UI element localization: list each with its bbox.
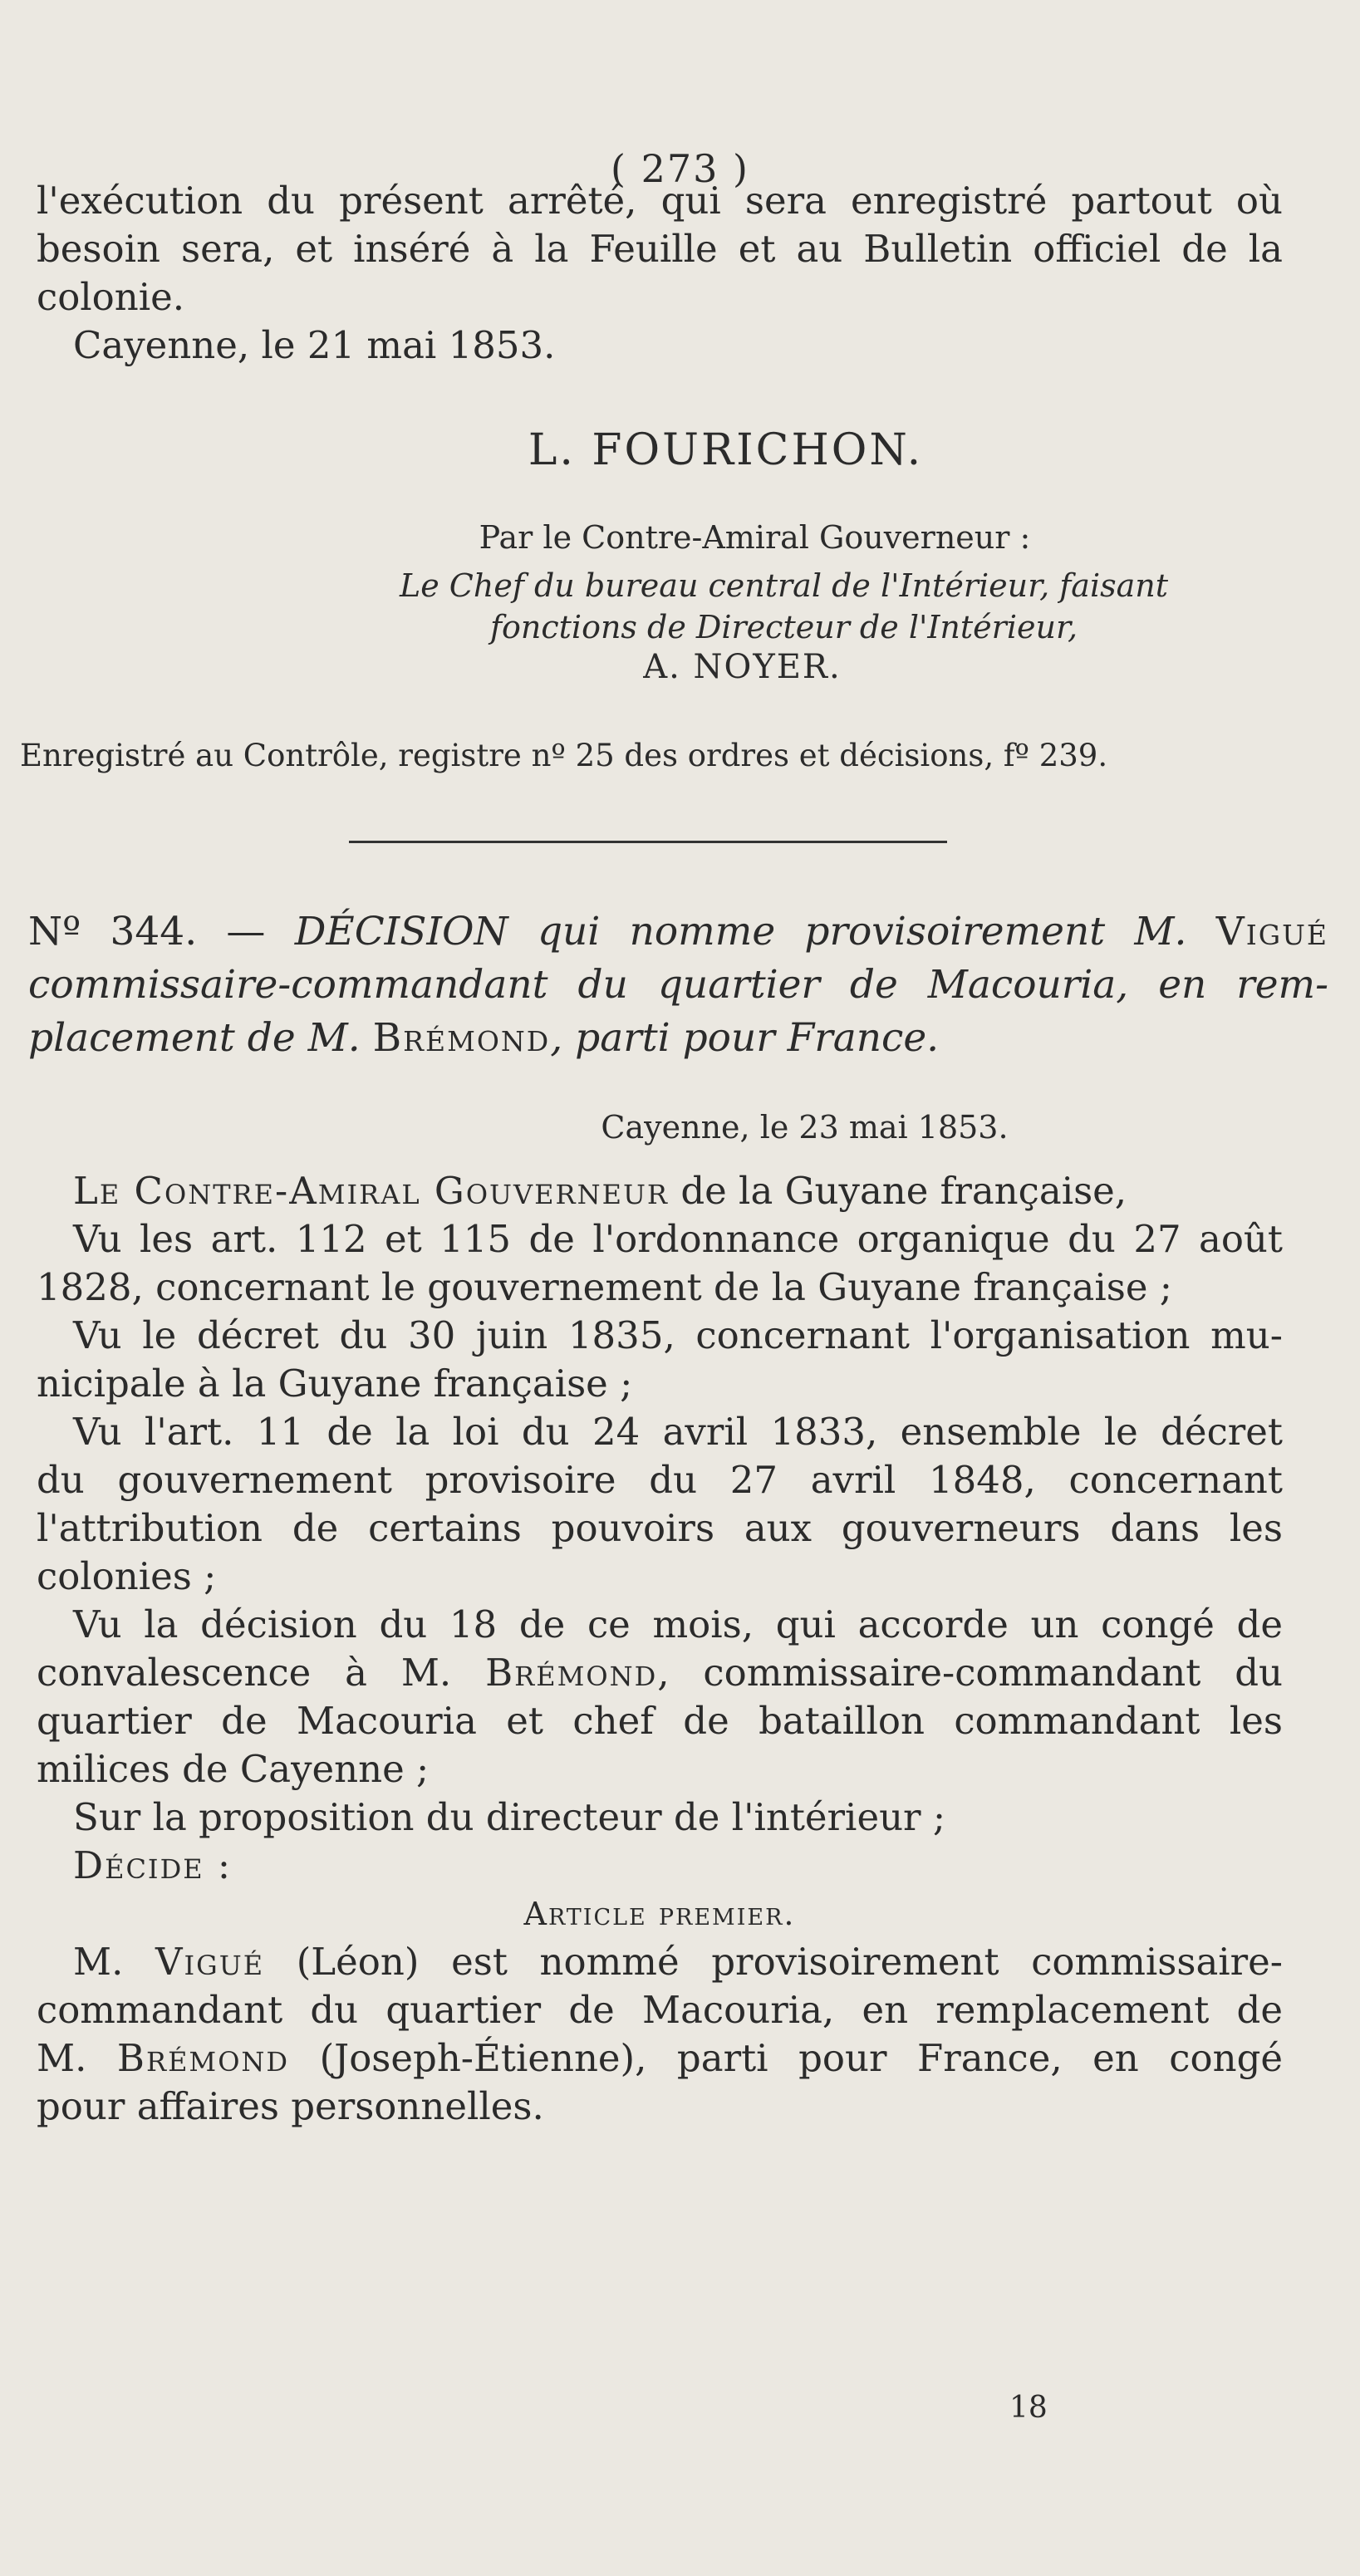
body-line: colonies ; — [37, 1554, 217, 1598]
body-line — [37, 2034, 1283, 2083]
chef-line: Le Chef du bureau central de l'Intérieur, faisant — [399, 567, 1169, 604]
intro-line: l'exécution du présent arrêté, qui sera enregistré partout où — [37, 179, 1283, 223]
decision-number: Nº 344. — — [28, 909, 295, 954]
intro-paragraph — [37, 177, 1283, 370]
place-date: Cayenne, le 21 mai 1853. — [73, 323, 556, 367]
body-line: commandant du quartier de Macouria, en remplacement de — [37, 1988, 1283, 2032]
body-line: Décide : — [73, 1843, 233, 1887]
body-text: , commissaire-commandant du — [657, 1651, 1283, 1695]
body-text: (Léon) est nommé provisoirement commissaire- — [264, 1940, 1284, 1984]
body-line — [37, 1167, 1283, 1215]
body-line: milices de Cayenne ; — [37, 1747, 430, 1791]
signature-mark: 18 — [1009, 2391, 1048, 2425]
body-line: du gouvernement provisoire du 27 avril 1848, concernant — [37, 1458, 1283, 1502]
title-text: , parti pour France. — [550, 1015, 940, 1061]
body-text: (Joseph-Étienne), parti pour France, en congé — [289, 2036, 1284, 2080]
title-line — [28, 1012, 1328, 1065]
person-name: Vigué — [1215, 909, 1328, 954]
page-number: ( 273 ) — [611, 146, 749, 191]
title-text: placement de M. — [28, 1015, 373, 1061]
body-text: de la Guyane française, — [669, 1169, 1127, 1213]
body-line: pour affaires personnelles. — [37, 2084, 544, 2128]
body-line: quartier de Macouria et chef de bataillon commandant les — [37, 1699, 1283, 1743]
body-line: Vu la décision du 18 de ce mois, qui accorde un congé de — [73, 1602, 1283, 1646]
authority-name: Le Contre-Amiral Gouverneur — [73, 1169, 670, 1213]
article-heading: Article premier. — [523, 1896, 796, 1932]
decision-body — [37, 1167, 1283, 2131]
chef-title — [0, 565, 1360, 648]
registration-note: Enregistré au Contrôle, registre nº 25 des ordres et décisions, fº 239. — [20, 738, 1108, 773]
body-line: Sur la proposition du directeur de l'intérieur ; — [73, 1795, 946, 1839]
body-text: convalescence à M. — [37, 1651, 486, 1695]
body-text: M. — [73, 1940, 156, 1984]
person-name: Vigué — [155, 1940, 265, 1984]
signatory: L. FOURICHON. — [528, 425, 924, 475]
by-line: Par le Contre-Amiral Gouverneur : — [479, 519, 1031, 556]
person-name: Brémond — [372, 1015, 551, 1061]
body-line — [37, 1938, 1283, 1986]
title-text: qui nomme provisoirement M. — [508, 909, 1216, 954]
intro-line: colonie. — [37, 275, 185, 319]
person-name: Brémond — [485, 1651, 658, 1695]
body-line — [37, 1649, 1283, 1697]
body-line: Vu l'art. 11 de la loi du 24 avril 1833, ensemble le décret — [73, 1410, 1283, 1454]
decision-word: DÉCISION — [294, 909, 508, 954]
body-line: l'attribution de certains pouvoirs aux gouverneurs dans les — [37, 1506, 1283, 1550]
place-date: Cayenne, le 23 mai 1853. — [601, 1109, 1009, 1146]
section-divider — [349, 841, 947, 843]
person-name: Brémond — [116, 2036, 290, 2080]
body-line: 1828, concernant le gouvernement de la Guyane française ; — [37, 1265, 1172, 1309]
title-line: commissaire-commandant du quartier de Macouria, en rem- — [28, 962, 1328, 1008]
decision-title — [28, 905, 1328, 1065]
intro-line: besoin sera, et inséré à la Feuille et au Bulletin officiel de la — [37, 227, 1283, 271]
countersignature: A. NOYER. — [643, 648, 842, 686]
title-line — [28, 905, 1328, 959]
body-line: nicipale à la Guyane française ; — [37, 1362, 633, 1406]
chef-line: fonctions de Directeur de l'Intérieur, — [489, 609, 1078, 645]
body-line: Vu le décret du 30 juin 1835, concernant l'organisation mu- — [73, 1313, 1283, 1357]
body-line: Vu les art. 112 et 115 de l'ordonnance organique du 27 août — [73, 1217, 1283, 1261]
body-text: M. — [37, 2036, 117, 2080]
